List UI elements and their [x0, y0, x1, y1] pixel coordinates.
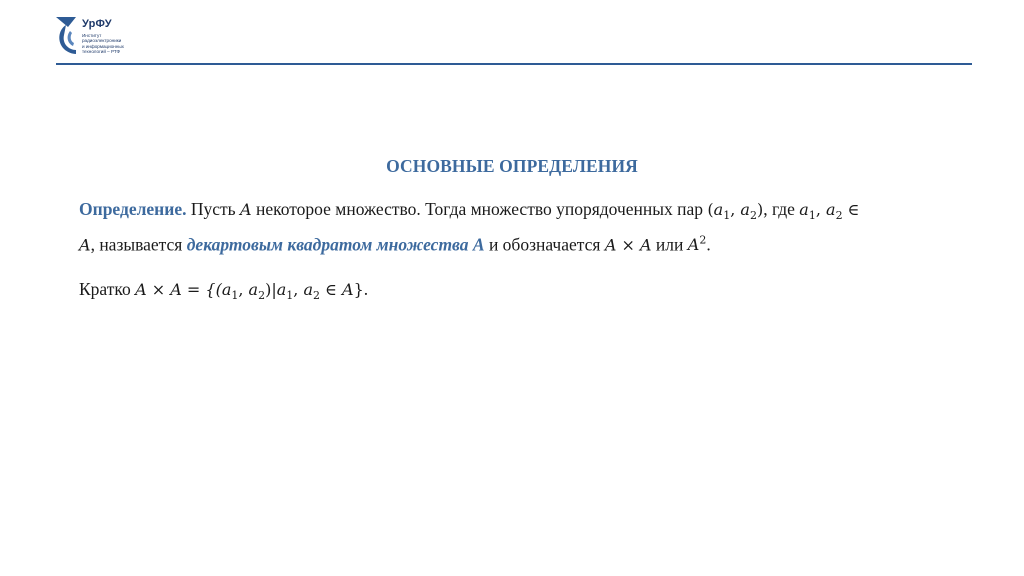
math-square: $A^2$ [687, 234, 707, 255]
definition-paragraph [79, 193, 949, 257]
short-form-paragraph: Кратко $A \times A = \{(a_1$, $a_2)|a_1$, $a_2$ ∈ A}. [79, 279, 369, 303]
definition-line-2: A, называется декартовым квадратом множества A и обозначается A × A или $A^2$. [79, 234, 711, 255]
urfu-emblem-icon [55, 16, 77, 56]
header-divider [56, 63, 972, 65]
urfu-logo-name: УрФУ [82, 18, 112, 30]
math-set-builder: $A \times A = \{(a_1$, $a_2)|a_1$, $a_2$ ∈ A} [135, 280, 364, 303]
math-ordered-pair: ($a_1$, $a_2$) [707, 200, 764, 223]
math-var-a: A [240, 200, 252, 219]
definition-label: Определение. [79, 199, 187, 219]
urfu-logo [55, 16, 175, 62]
math-elements: $a_1$, $a_2$ ∈ [799, 200, 860, 223]
definition-line-1: Определение. Пусть A некоторое множество. Тогда множество упорядоченных пар ($a_1$, $a_2$), где $a_1$, $a_2$ ∈ [79, 199, 860, 223]
institute-subtitle: Институт радиоэлектроники и информационных технологий – РТФ [82, 33, 124, 55]
short-label: Кратко [79, 279, 136, 299]
slide-title: ОСНОВНЫЕ ОПРЕДЕЛЕНИЯ [386, 156, 638, 176]
math-product: A × A [604, 235, 652, 255]
defined-term: декартовым квадратом множества A [186, 234, 485, 255]
